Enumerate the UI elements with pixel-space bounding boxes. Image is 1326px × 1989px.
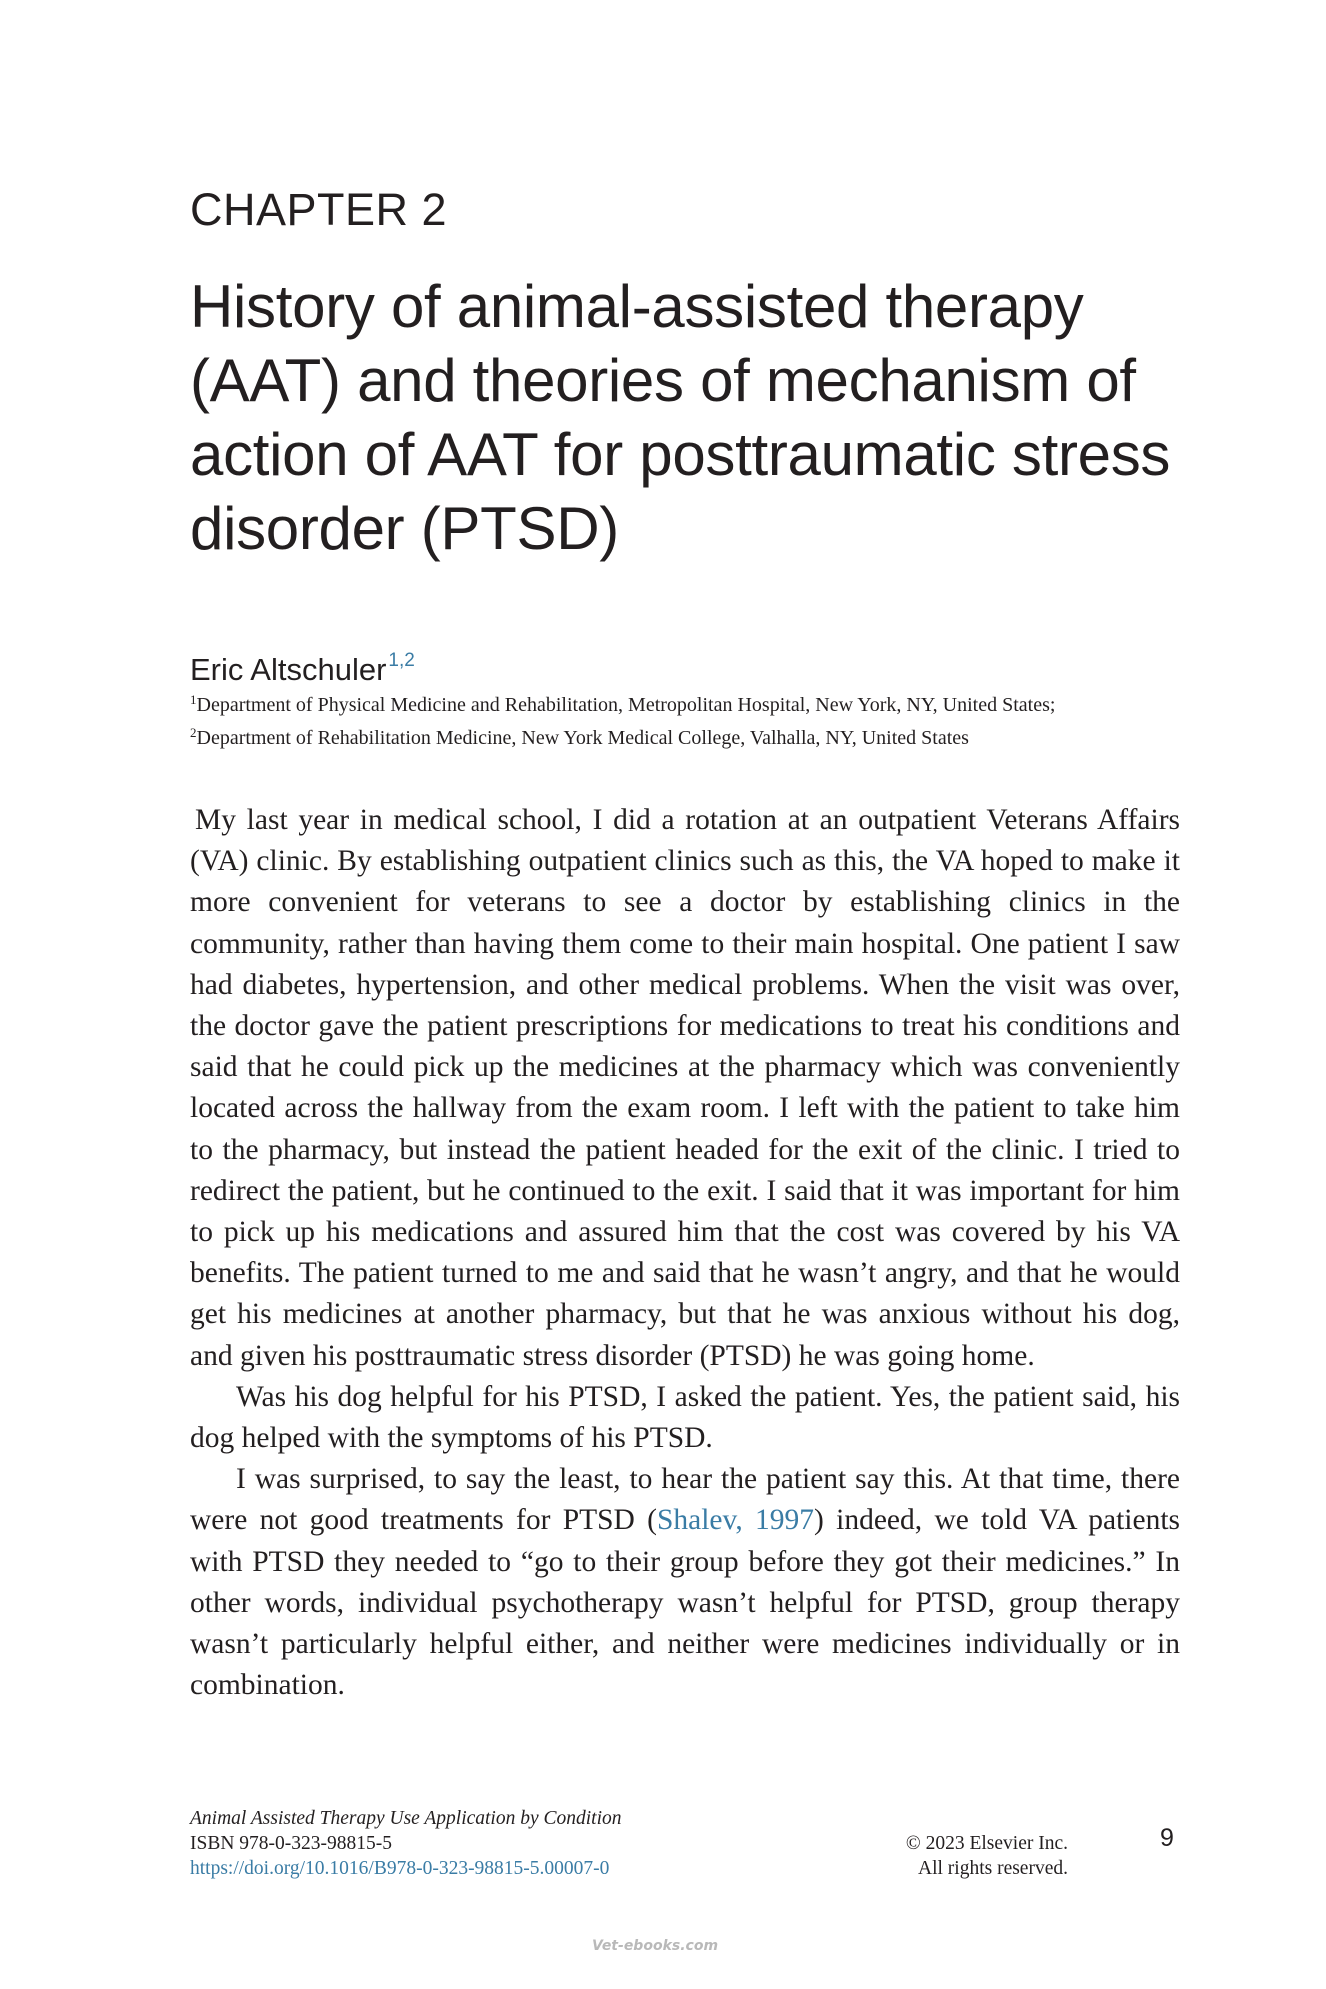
affiliation-2-number: 2 xyxy=(190,725,197,740)
watermark-logo: Vet-ebooks.com xyxy=(592,1938,719,1954)
footer-doi-link[interactable]: https://doi.org/10.1016/B978-0-323-98815-5.00007-0 xyxy=(190,1858,610,1879)
affiliation-1: Department of Physical Medicine and Rehabilitation, Metropolitan Hospital, New York, NY, United States; xyxy=(196,694,1056,716)
footer-rights-line: All rights reserved. xyxy=(917,1858,1068,1879)
chapter-title: History of animal-assisted therapy (AAT) and theories of mechanism of action of AAT for posttraumatic stress disorder (PTSD) xyxy=(190,273,1171,562)
affiliation-1-number: 1 xyxy=(190,692,197,707)
chapter-label: CHAPTER 2 xyxy=(190,184,448,235)
affiliation-2: Department of Rehabilitation Medicine, New York Medical College, Valhalla, NY, United States xyxy=(196,727,969,749)
body-text xyxy=(190,800,1180,1706)
paragraph-3 xyxy=(190,1459,1180,1706)
footer-copyright xyxy=(878,1831,1068,1881)
footer-copyright-line: © 2023 Elsevier Inc. xyxy=(905,1833,1068,1854)
affiliations xyxy=(190,686,1150,752)
author-affiliation-refs[interactable]: 1,2 xyxy=(388,650,415,671)
author-name: Eric Altschuler xyxy=(190,652,387,687)
paragraph-2: Was his dog helpful for his PTSD, I asked the patient. Yes, the patient said, his dog helped with the symptoms of his PTSD. xyxy=(190,1380,1180,1455)
author-line xyxy=(190,650,415,688)
footer-book-title: Animal Assisted Therapy Use Application by Condition xyxy=(190,1808,622,1829)
citation-link-shalev-1997[interactable]: Shalev, 1997 xyxy=(656,1504,815,1537)
page-number: 9 xyxy=(1160,1824,1174,1852)
paragraph-1: My last year in medical school, I did a rotation at an outpatient Veterans Affairs (VA) clinic. By establishing outpatient clinics such as this, the VA hoped to make it more convenient for veterans to see a doctor by establishing clinics in the community, rather than having them come to their main hospital. One patient I saw had diabetes, hypertension, and other medical problems. When the visit was over, the doctor gave the patient prescriptions for medications to treat his conditions and said that he could pick up the medicines at the pharmacy which was conveniently located across the hallway from the exam room. I left with the patient to take him to the pharmacy, but instead the patient headed for the exit of the clinic. I tried to redirect the patient, but he continued to the exit. I said that it was important for him to pick up his medications and assured him that the cost was covered by his VA benefits. The patient turned to me and said that he wasn’t angry, and that he would get his medicines at another pharmacy, but that he was anxious without his dog, and given his posttraumatic stress disorder (PTSD) he was going home. xyxy=(190,804,1180,1372)
footer-book-info xyxy=(190,1806,622,1881)
paragraph-3-text-end: ) indeed, we told VA patients with PTSD they needed to “go to their group before they got their medicines.” In other words, individual psychotherapy wasn’t helpful for PTSD, group therapy wasn’t particularly helpful either, and neither were medicines individually or in combination. xyxy=(190,1504,1180,1702)
paragraph-3-text-start: I was surprised, to say the least, to hear the patient say this. At that time, there were not good treatments for PTSD ( xyxy=(190,1463,1180,1537)
footer-isbn: ISBN 978-0-323-98815-5 xyxy=(190,1833,393,1854)
